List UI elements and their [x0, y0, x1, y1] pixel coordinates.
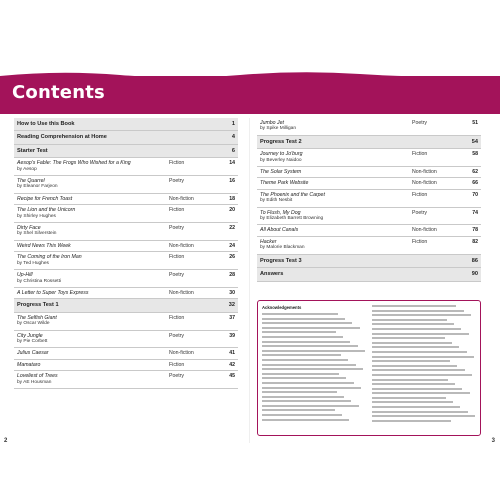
- entry-author: by Christina Rossetti: [17, 278, 61, 284]
- contents-row: [14, 313, 238, 331]
- entry-author: by Eleanor Farjeon: [17, 184, 58, 190]
- entry-title: Journey to Jo'burg: [260, 151, 303, 158]
- fine-print-line: [262, 327, 360, 329]
- contents-left-column: [14, 118, 238, 389]
- entry-title: Reading Comprehension at Home: [17, 134, 107, 141]
- contents-row: [14, 288, 238, 299]
- entry-genre: Poetry: [169, 225, 184, 232]
- fine-print-line: [372, 365, 457, 367]
- contents-row: [257, 190, 481, 208]
- fine-print-line: [262, 350, 365, 352]
- entry-page-number: 58: [472, 151, 478, 158]
- entry-author: by Edith Nesbit: [260, 198, 293, 204]
- entry-author: by Elizabeth Barrett Browning: [260, 216, 324, 222]
- entry-page-number: 54: [471, 138, 478, 145]
- entry-title-block: [17, 196, 169, 202]
- fine-print-line: [262, 387, 361, 389]
- fine-print-line: [262, 359, 348, 361]
- entry-title-block: [17, 333, 169, 346]
- entry-title-block: [17, 350, 169, 356]
- fine-print-line: [262, 414, 342, 416]
- entry-title-block: [260, 192, 412, 205]
- fine-print-line: [372, 420, 451, 422]
- contents-section-row: [257, 268, 481, 281]
- entry-title: The Solar System: [260, 169, 302, 176]
- entry-title-block: [17, 315, 169, 328]
- entry-title: Julius Caesar: [17, 350, 49, 357]
- entry-page-number: 30: [229, 289, 235, 296]
- fine-print-line: [372, 379, 448, 381]
- top-margin: [0, 0, 500, 76]
- fine-print-line: [262, 400, 351, 402]
- fine-print-line: [372, 374, 472, 376]
- entry-author: by AE Housman: [17, 379, 52, 385]
- contents-section-row: [14, 145, 238, 158]
- fine-print-line: [372, 397, 446, 399]
- entry-title-block: [260, 151, 412, 164]
- entry-title-block: [17, 290, 169, 296]
- entry-title-block: [17, 160, 169, 173]
- entry-page-number: 4: [231, 134, 235, 141]
- entry-author: by Malorie Blackman: [260, 245, 305, 251]
- contents-row: [14, 158, 238, 176]
- entry-genre: Fiction: [412, 151, 428, 158]
- fine-print-line: [372, 310, 464, 312]
- entry-title: Mamataro: [17, 361, 41, 368]
- entry-title-block: [260, 227, 412, 233]
- acknowledgements-column-b: [372, 305, 476, 431]
- fine-print-line: [262, 377, 346, 379]
- acknowledgements-box: [257, 300, 481, 436]
- entry-author: by Oscar Wilde: [17, 321, 50, 327]
- contents-row: [14, 270, 238, 288]
- entry-genre: Fiction: [169, 361, 185, 368]
- entry-page-number: 42: [229, 361, 235, 368]
- fine-print-line: [372, 392, 470, 394]
- fine-print-line: [262, 341, 350, 343]
- fine-print-line: [262, 318, 345, 320]
- fine-print-line: [262, 354, 341, 356]
- contents-row: [257, 118, 481, 136]
- fine-print-line: [372, 351, 467, 353]
- entry-genre: Non-fiction: [169, 242, 194, 249]
- entry-genre: Fiction: [412, 191, 428, 198]
- contents-row: [14, 194, 238, 205]
- fine-print-line: [372, 415, 475, 417]
- bottom-margin: [0, 446, 500, 500]
- entry-genre: Non-fiction: [412, 169, 437, 176]
- entry-title: Answers: [260, 271, 284, 278]
- contents-section-row: [14, 299, 238, 312]
- entry-title-block: [260, 239, 412, 252]
- entry-page-number: 18: [229, 195, 235, 202]
- entry-genre: Poetry: [412, 120, 427, 126]
- fine-print-line: [372, 346, 459, 348]
- entry-genre: Fiction: [169, 254, 185, 261]
- fine-print-line: [372, 401, 453, 403]
- fine-print-line: [372, 369, 465, 371]
- fine-print-line: [372, 323, 454, 325]
- fine-print-line: [372, 356, 474, 358]
- contents-row: [257, 208, 481, 226]
- contents-section-row: [257, 255, 481, 268]
- acknowledgements-heading: Acknowledgements: [262, 305, 302, 310]
- fine-print-line: [262, 322, 352, 324]
- contents-row: [14, 348, 238, 359]
- entry-title-block: [17, 225, 169, 238]
- entry-page-number: 6: [231, 147, 235, 154]
- entry-page-number: 82: [472, 238, 478, 245]
- entry-page-number: 86: [471, 257, 478, 264]
- contents-section-row: [14, 131, 238, 144]
- entry-page-number: 66: [472, 180, 478, 187]
- fine-print-line: [262, 419, 349, 421]
- fine-print-line: [372, 328, 461, 330]
- fine-print-line: [372, 305, 456, 307]
- entry-title-block: [260, 180, 412, 186]
- fine-print-line: [262, 345, 358, 347]
- fine-print-line: [372, 360, 450, 362]
- contents-row: [257, 237, 481, 255]
- entry-title: The Phoenix and the Carpet: [260, 191, 325, 198]
- fine-print-line: [262, 331, 336, 333]
- entry-page-number: 51: [472, 120, 478, 126]
- contents-row: [14, 241, 238, 252]
- contents-row: [14, 252, 238, 270]
- entry-title: The Quarrel: [17, 178, 45, 185]
- entry-page-number: 22: [229, 225, 235, 232]
- entry-genre: Poetry: [169, 272, 184, 279]
- entry-genre: Poetry: [412, 209, 427, 216]
- entry-title-block: [17, 134, 169, 140]
- entry-title: City Jungle: [17, 332, 43, 339]
- entry-author: by Spike Milligan: [260, 126, 296, 132]
- entry-genre: Non-fiction: [169, 195, 194, 202]
- acknowledgements-column-a: [262, 305, 366, 431]
- entry-title: Recipe for French Toast: [17, 195, 73, 202]
- fine-print-line: [372, 383, 455, 385]
- entry-genre: Poetry: [169, 332, 184, 339]
- entry-title-block: [17, 302, 169, 308]
- contents-row: [14, 371, 238, 389]
- entry-title-block: [17, 373, 169, 386]
- entry-title: Jumbo Jet: [260, 120, 284, 126]
- entry-genre: Fiction: [169, 160, 185, 167]
- entry-title-block: [260, 169, 412, 175]
- fine-print-line: [372, 342, 452, 344]
- entry-genre: Poetry: [169, 178, 184, 185]
- entry-title: Weird News This Week: [17, 242, 71, 249]
- entry-page-number: 16: [229, 178, 235, 185]
- entry-page-number: 26: [229, 254, 235, 261]
- entry-author: by Ted Hughes: [17, 260, 49, 266]
- entry-title: Theme Park Website: [260, 180, 309, 187]
- entry-author: by Aesop: [17, 166, 37, 172]
- fine-print-line: [372, 411, 468, 413]
- contents-section-row: [14, 118, 238, 131]
- entry-genre: Non-fiction: [169, 350, 194, 357]
- entry-title: The Selfish Giant: [17, 314, 57, 321]
- entry-page-number: 28: [229, 272, 235, 279]
- entry-title: To Flush, My Dog: [260, 209, 301, 216]
- page-title: Contents: [12, 82, 105, 103]
- fine-print-line: [262, 368, 363, 370]
- entry-page-number: 41: [229, 350, 235, 357]
- page-number-left: 2: [4, 438, 8, 444]
- entry-title: All About Canals: [260, 227, 299, 234]
- fine-print-line: [262, 382, 354, 384]
- fine-print-line: [372, 406, 460, 408]
- contents-row: [14, 223, 238, 241]
- contents-section-row: [257, 136, 481, 149]
- entry-page-number: 90: [471, 271, 478, 278]
- entry-page-number: 70: [472, 191, 478, 198]
- entry-title: Progress Test 3: [260, 257, 302, 264]
- entry-title-block: [17, 148, 169, 154]
- contents-row: [257, 178, 481, 189]
- entry-title: Progress Test 1: [17, 302, 59, 309]
- entry-title-block: [17, 178, 169, 191]
- page-gutter: [249, 118, 250, 443]
- contents-right-column: [257, 118, 481, 282]
- fine-print-line: [372, 337, 445, 339]
- fine-print-line: [262, 405, 359, 407]
- contents-row: [14, 331, 238, 349]
- fine-print-line: [262, 364, 356, 366]
- entry-title-block: [17, 121, 169, 127]
- fine-print-line: [372, 314, 471, 316]
- entry-title: Hacker: [260, 238, 277, 245]
- entry-title-block: [260, 139, 412, 145]
- fine-print-line: [262, 396, 344, 398]
- entry-title: Up-Hill: [17, 272, 33, 279]
- entry-author: by Shel Silverstein: [17, 231, 57, 237]
- entry-title-block: [17, 254, 169, 267]
- entry-title: Aesop's Fable: The Frogs Who Wished for a King: [17, 160, 131, 167]
- entry-title-block: [260, 210, 412, 223]
- entry-page-number: 1: [231, 121, 235, 127]
- entry-title-block: [260, 258, 412, 264]
- entry-title: Progress Test 2: [260, 138, 302, 145]
- entry-page-number: 37: [229, 314, 235, 321]
- entry-title: The Coming of the Iron Man: [17, 254, 82, 261]
- entry-page-number: 32: [228, 302, 235, 309]
- contents-row: [14, 205, 238, 223]
- page-number-right: 3: [491, 438, 495, 444]
- entry-title-block: [17, 243, 169, 249]
- header-wave-graphic: [0, 70, 500, 80]
- entry-title: Starter Test: [17, 147, 48, 154]
- entry-title: Loveliest of Trees: [17, 373, 58, 380]
- entry-author: by Pie Corbett: [17, 338, 48, 344]
- fine-print-line: [262, 391, 337, 393]
- entry-page-number: 14: [229, 160, 235, 167]
- entry-genre: Fiction: [412, 238, 428, 245]
- entry-page-number: 20: [229, 207, 235, 214]
- entry-page-number: 24: [229, 242, 235, 249]
- entry-genre: Poetry: [169, 373, 184, 380]
- entry-title: The Lion and the Unicorn: [17, 207, 76, 214]
- fine-print-line: [372, 319, 447, 321]
- entry-genre: Fiction: [169, 314, 185, 321]
- contents-row: [257, 225, 481, 236]
- entry-genre: Non-fiction: [412, 227, 437, 234]
- entry-title: Dirty Face: [17, 225, 41, 232]
- entry-genre: Fiction: [169, 207, 185, 214]
- entry-title-block: [17, 362, 169, 368]
- entry-page-number: 78: [472, 227, 478, 234]
- fine-print-line: [262, 409, 335, 411]
- fine-print-line: [372, 333, 469, 335]
- entry-title-block: [260, 120, 412, 133]
- entry-page-number: 74: [472, 209, 478, 216]
- entry-page-number: 45: [229, 373, 235, 380]
- entry-genre: Non-fiction: [412, 180, 437, 187]
- contents-row: [257, 149, 481, 167]
- entry-title: A Letter to Super Toys Express: [17, 289, 89, 296]
- contents-row: [257, 167, 481, 178]
- entry-title-block: [17, 207, 169, 220]
- entry-title: How to Use this Book: [17, 121, 75, 127]
- contents-row: [14, 176, 238, 194]
- fine-print-line: [262, 313, 338, 315]
- entry-page-number: 62: [472, 169, 478, 176]
- entry-author: by Beverley Naidoo: [260, 157, 302, 163]
- entry-title-block: [17, 272, 169, 285]
- fine-print-line: [262, 336, 343, 338]
- entry-title-block: [260, 271, 412, 277]
- entry-page-number: 39: [229, 332, 235, 339]
- contents-row: [14, 360, 238, 371]
- entry-author: by Shirley Hughes: [17, 213, 56, 219]
- fine-print-line: [262, 373, 339, 375]
- entry-genre: Non-fiction: [169, 289, 194, 296]
- fine-print-line: [372, 388, 462, 390]
